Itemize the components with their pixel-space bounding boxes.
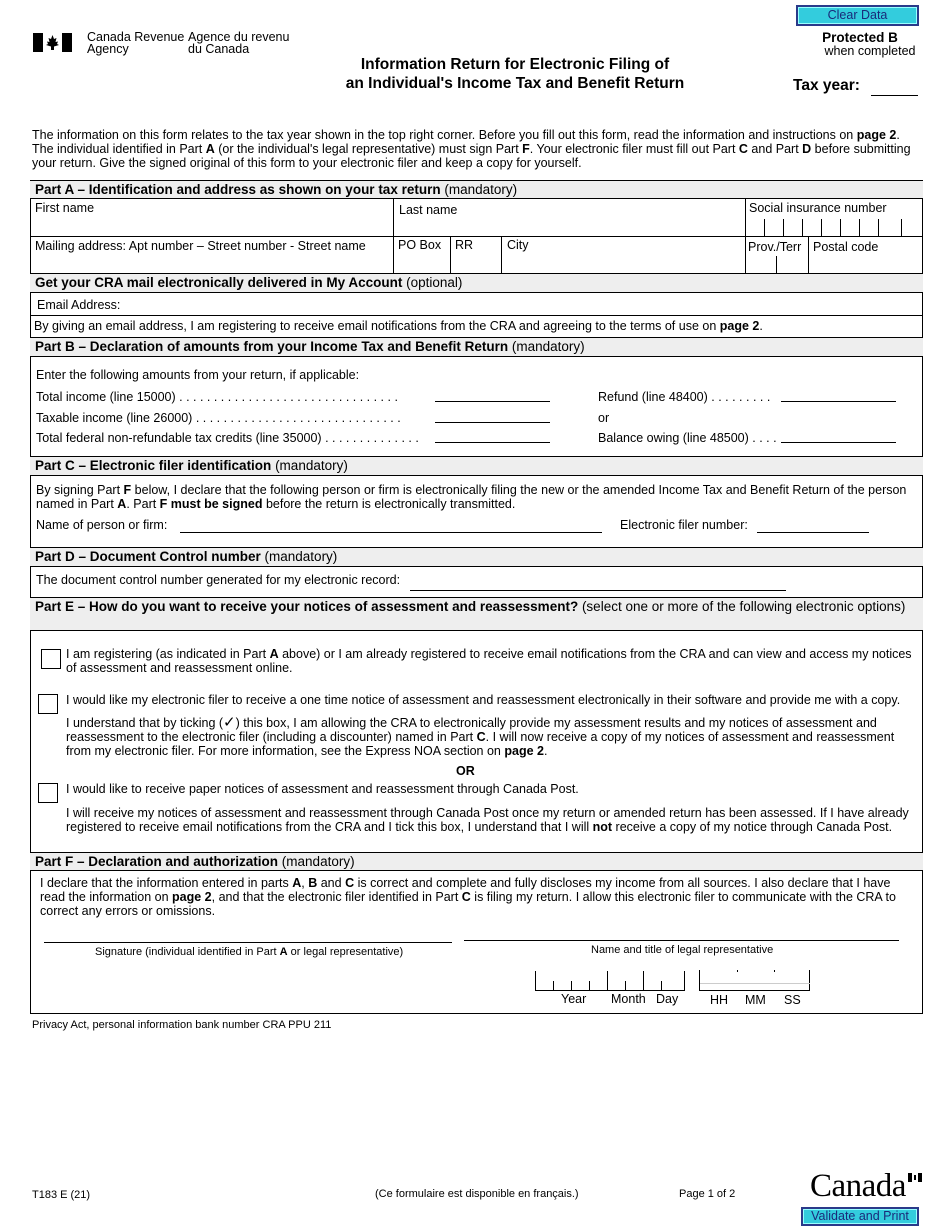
- my-account-header: Get your CRA mail electronically delivered in My Account (optional): [30, 273, 923, 293]
- balance-owing-input[interactable]: [781, 442, 896, 443]
- form-title-line2: an Individual's Income Tax and Benefit Return: [345, 75, 685, 92]
- filer-name-input[interactable]: [180, 532, 602, 533]
- option-filer-text: I would like my electronic filer to receive a one time notice of assessment and reassessment electronically in their software and provide me with a copy.: [66, 693, 901, 707]
- option-online-text: I am registering (as indicated in Part A above) or I am already registered to receive email notifications from the CRA and can view and access my notices of assessment and reassessment online.: [66, 647, 912, 675]
- agency-name-en-line2: Agency: [87, 42, 129, 56]
- option-filer-checkbox[interactable]: [38, 694, 58, 714]
- agency-name-en-line1: Canada Revenue: [87, 30, 185, 44]
- part-a-header: Part A – Identification and address as shown on your tax return (mandatory): [30, 180, 923, 199]
- mailing-address-label: Mailing address: Apt number – Street number - Street name: [35, 239, 366, 253]
- mailing-address-input[interactable]: [34, 254, 390, 272]
- year-label: Year: [561, 992, 587, 1006]
- signature-line[interactable]: [44, 942, 452, 943]
- refund-label: Refund (line 48400) . . . . . . . . .: [598, 390, 771, 404]
- part-f-header: Part F – Declaration and authorization (mandatory): [30, 852, 923, 871]
- option-online-checkbox[interactable]: [41, 649, 61, 669]
- protected-b-label: Protected B: [822, 30, 898, 45]
- ss-label: SS: [784, 993, 801, 1007]
- government-flag-logo: [33, 33, 72, 52]
- part-c-text: By signing Part F below, I declare that the following person or firm is electronically filing the new or the amended Income Tax and Benefit Return of the person named in Part A. Part F must be signed before the return is electronically transmitted.: [36, 483, 907, 511]
- time-input[interactable]: [699, 970, 810, 991]
- agency-name-fr-line2: du Canada: [188, 42, 250, 56]
- rep-name-line[interactable]: [464, 940, 899, 941]
- rr-label: RR: [455, 238, 474, 252]
- canada-wordmark: Canada: [810, 1168, 922, 1204]
- filer-name-label: Name of person or firm:: [36, 518, 168, 532]
- intro-paragraph: The information on this form relates to the tax year shown in the top right corner. Before you fill out this form, read the information and instructions on page 2. The individual identified in Part A (or the individual's legal representative) must sign Part F. Your electronic filer must fill out Part C and Part D before submitting your return. Give the signed original of this form to your electronic filer and keep a copy for yourself.: [32, 128, 911, 170]
- part-b-intro: Enter the following amounts from your return, if applicable:: [36, 368, 360, 382]
- part-b-header: Part B – Declaration of amounts from your Income Tax and Benefit Return (mandatory): [30, 337, 923, 357]
- month-label: Month: [611, 992, 646, 1006]
- mm-label: MM: [745, 993, 766, 1007]
- signature-label: Signature (individual identified in Part A or legal representative): [95, 946, 404, 958]
- po-box-input[interactable]: [396, 254, 448, 272]
- hh-label: HH: [710, 993, 729, 1007]
- sin-label: Social insurance number: [749, 201, 887, 215]
- day-label: Day: [656, 992, 679, 1006]
- filer-number-label: Electronic filer number:: [620, 518, 748, 532]
- last-name-input[interactable]: [398, 218, 742, 234]
- filer-number-input[interactable]: [757, 532, 869, 533]
- tax-year-input[interactable]: [871, 78, 918, 96]
- email-address-input[interactable]: [125, 296, 920, 313]
- first-name-label: First name: [35, 201, 95, 215]
- city-label: City: [507, 238, 529, 252]
- form-title-line1: Information Return for Electronic Filing of: [360, 56, 670, 73]
- dcn-label: The document control number generated for my electronic record:: [36, 573, 401, 587]
- option-filer-note: I understand that by ticking (✓) this box, I am allowing the CRA to electronically provide my assessment results and my notices of assessment and reassessment to the electronic filer (including a discounter) named in Part C. I will now receive a copy of my notices of assessment and reassessment from my electronic filer. For more information, see the Express NOA section on page 2.: [66, 713, 895, 758]
- balance-owing-label: Balance owing (line 48500) . . . .: [598, 431, 777, 445]
- last-name-label: Last name: [399, 203, 458, 217]
- form-identifier: T183 E (21): [32, 1189, 91, 1201]
- first-name-input[interactable]: [34, 216, 390, 234]
- total-income-input[interactable]: [435, 401, 550, 402]
- postal-code-label: Postal code: [813, 240, 879, 254]
- sin-input[interactable]: [764, 219, 902, 236]
- taxable-income-label: Taxable income (line 26000) . . . . . . . . . . . . . . . . . . . . . . . . . . . . . .: [36, 411, 401, 425]
- part-f-text: I declare that the information entered in parts A, B and C is correct and complete and fully discloses my income from all sources. I also declare that I have read the information on page 2, and that the electronic filer identified in Part C is filing my return. I allow this electronic filer to communicate with the CRA to correct any errors or omissions.: [40, 876, 896, 918]
- agency-name-fr-line1: Agence du revenu: [188, 30, 290, 44]
- po-box-label: PO Box: [398, 238, 442, 252]
- tax-year-label: Tax year:: [793, 77, 860, 94]
- page-number: Page 1 of 2: [679, 1188, 736, 1200]
- clear-data-button[interactable]: Clear Data: [796, 5, 919, 26]
- email-terms-text: By giving an email address, I am registering to receive email notifications from the CRA and agreeing to the terms of use on page 2.: [34, 319, 763, 333]
- checkmark-icon: ✓: [223, 713, 236, 731]
- prov-terr-input[interactable]: [776, 256, 777, 273]
- refund-input[interactable]: [781, 401, 896, 402]
- date-input[interactable]: [535, 971, 685, 991]
- when-completed-label: when completed: [824, 44, 916, 58]
- validate-print-button[interactable]: Validate and Print: [801, 1207, 919, 1226]
- total-income-label: Total income (line 15000) . . . . . . . . . . . . . . . . . . . . . . . . . . . . . . . .: [36, 390, 398, 404]
- taxable-income-input[interactable]: [435, 422, 550, 423]
- flag-icon: [908, 1173, 922, 1182]
- prov-terr-label: Prov./Terr: [748, 240, 802, 254]
- part-e-header: Part E – How do you want to receive your notices of assessment and reassessment? (select one or more of the following electronic options): [30, 597, 923, 631]
- option-paper-checkbox[interactable]: [38, 783, 58, 803]
- or-separator: OR: [456, 764, 475, 778]
- french-availability-note: (Ce formulaire est disponible en français.): [375, 1188, 579, 1200]
- option-paper-text: I would like to receive paper notices of assessment and reassessment through Canada Post.: [66, 782, 579, 796]
- rep-name-label: Name and title of legal representative: [591, 944, 774, 956]
- privacy-act-text: Privacy Act, personal information bank number CRA PPU 211: [32, 1019, 332, 1031]
- dcn-input[interactable]: [410, 590, 786, 591]
- option-paper-note: I will receive my notices of assessment and reassessment through Canada Post once my return or amended return has been assessed. If I have already registered to receive email notifications from the CRA and I tick this box, I understand that I will not receive a copy of my notice through Canada Post.: [66, 806, 909, 834]
- tax-credits-label: Total federal non-refundable tax credits (line 35000) . . . . . . . . . . . . . .: [36, 431, 419, 445]
- part-c-header: Part C – Electronic filer identification (mandatory): [30, 456, 923, 476]
- part-d-header: Part D – Document Control number (mandatory): [30, 547, 923, 567]
- rr-input[interactable]: [453, 254, 499, 272]
- email-address-label: Email Address:: [37, 298, 121, 312]
- tax-credits-input[interactable]: [435, 442, 550, 443]
- city-input[interactable]: [505, 254, 743, 272]
- postal-code-input[interactable]: [811, 256, 921, 272]
- or-label: or: [598, 411, 610, 425]
